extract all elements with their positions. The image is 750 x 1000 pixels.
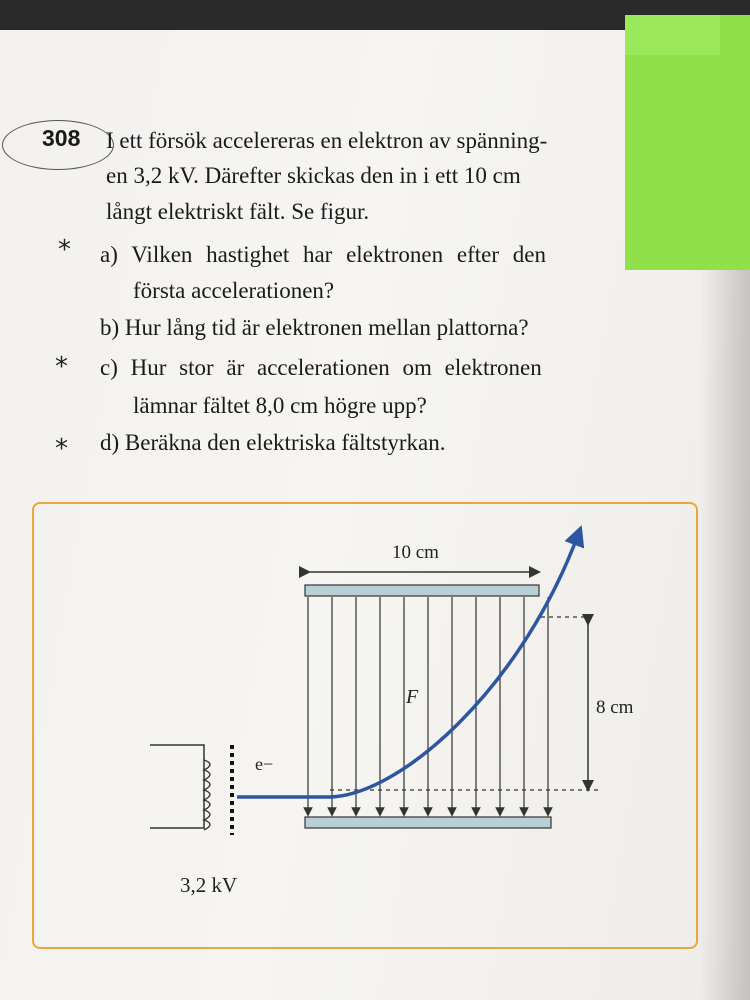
top-plate [305,585,539,596]
field-lines [308,597,548,812]
coil-icon [204,760,210,830]
bottom-plate [305,817,551,828]
intro-line-2: en 3,2 kV. Därefter skickas den in i ett 10 cm [106,163,521,188]
question-c-line-2: lämnar fältet 8,0 cm högre upp? [133,393,427,418]
coil-bracket [150,745,204,828]
handwritten-star-a: * [58,235,71,265]
question-c-line-1: c) Hur stor är accelerationen om elektronen [100,355,542,380]
electron-label: e− [255,754,274,774]
electron-trajectory [237,535,578,797]
voltage-label: 3,2 kV [180,873,238,897]
handwritten-star-d: * [55,434,68,464]
question-d: d) Beräkna den elektriska fältstyrkan. [100,430,446,455]
field-label: F [406,686,419,708]
height-label: 8 cm [596,697,634,718]
question-b: b) Hur lång tid är elektronen mellan plattorna? [100,315,529,340]
handwritten-star-c: * [55,352,68,382]
width-label: 10 cm [392,542,439,563]
question-a-line-1: a) Vilken hastighet har elektronen efter den [100,242,546,267]
intro-line-1: I ett försök accelereras en elektron av spänning- [106,128,548,153]
intro-line-3: långt elektriskt fält. Se figur. [106,199,370,224]
problem-number: 308 [42,125,81,151]
question-a-line-2: första accelerationen? [133,278,335,303]
